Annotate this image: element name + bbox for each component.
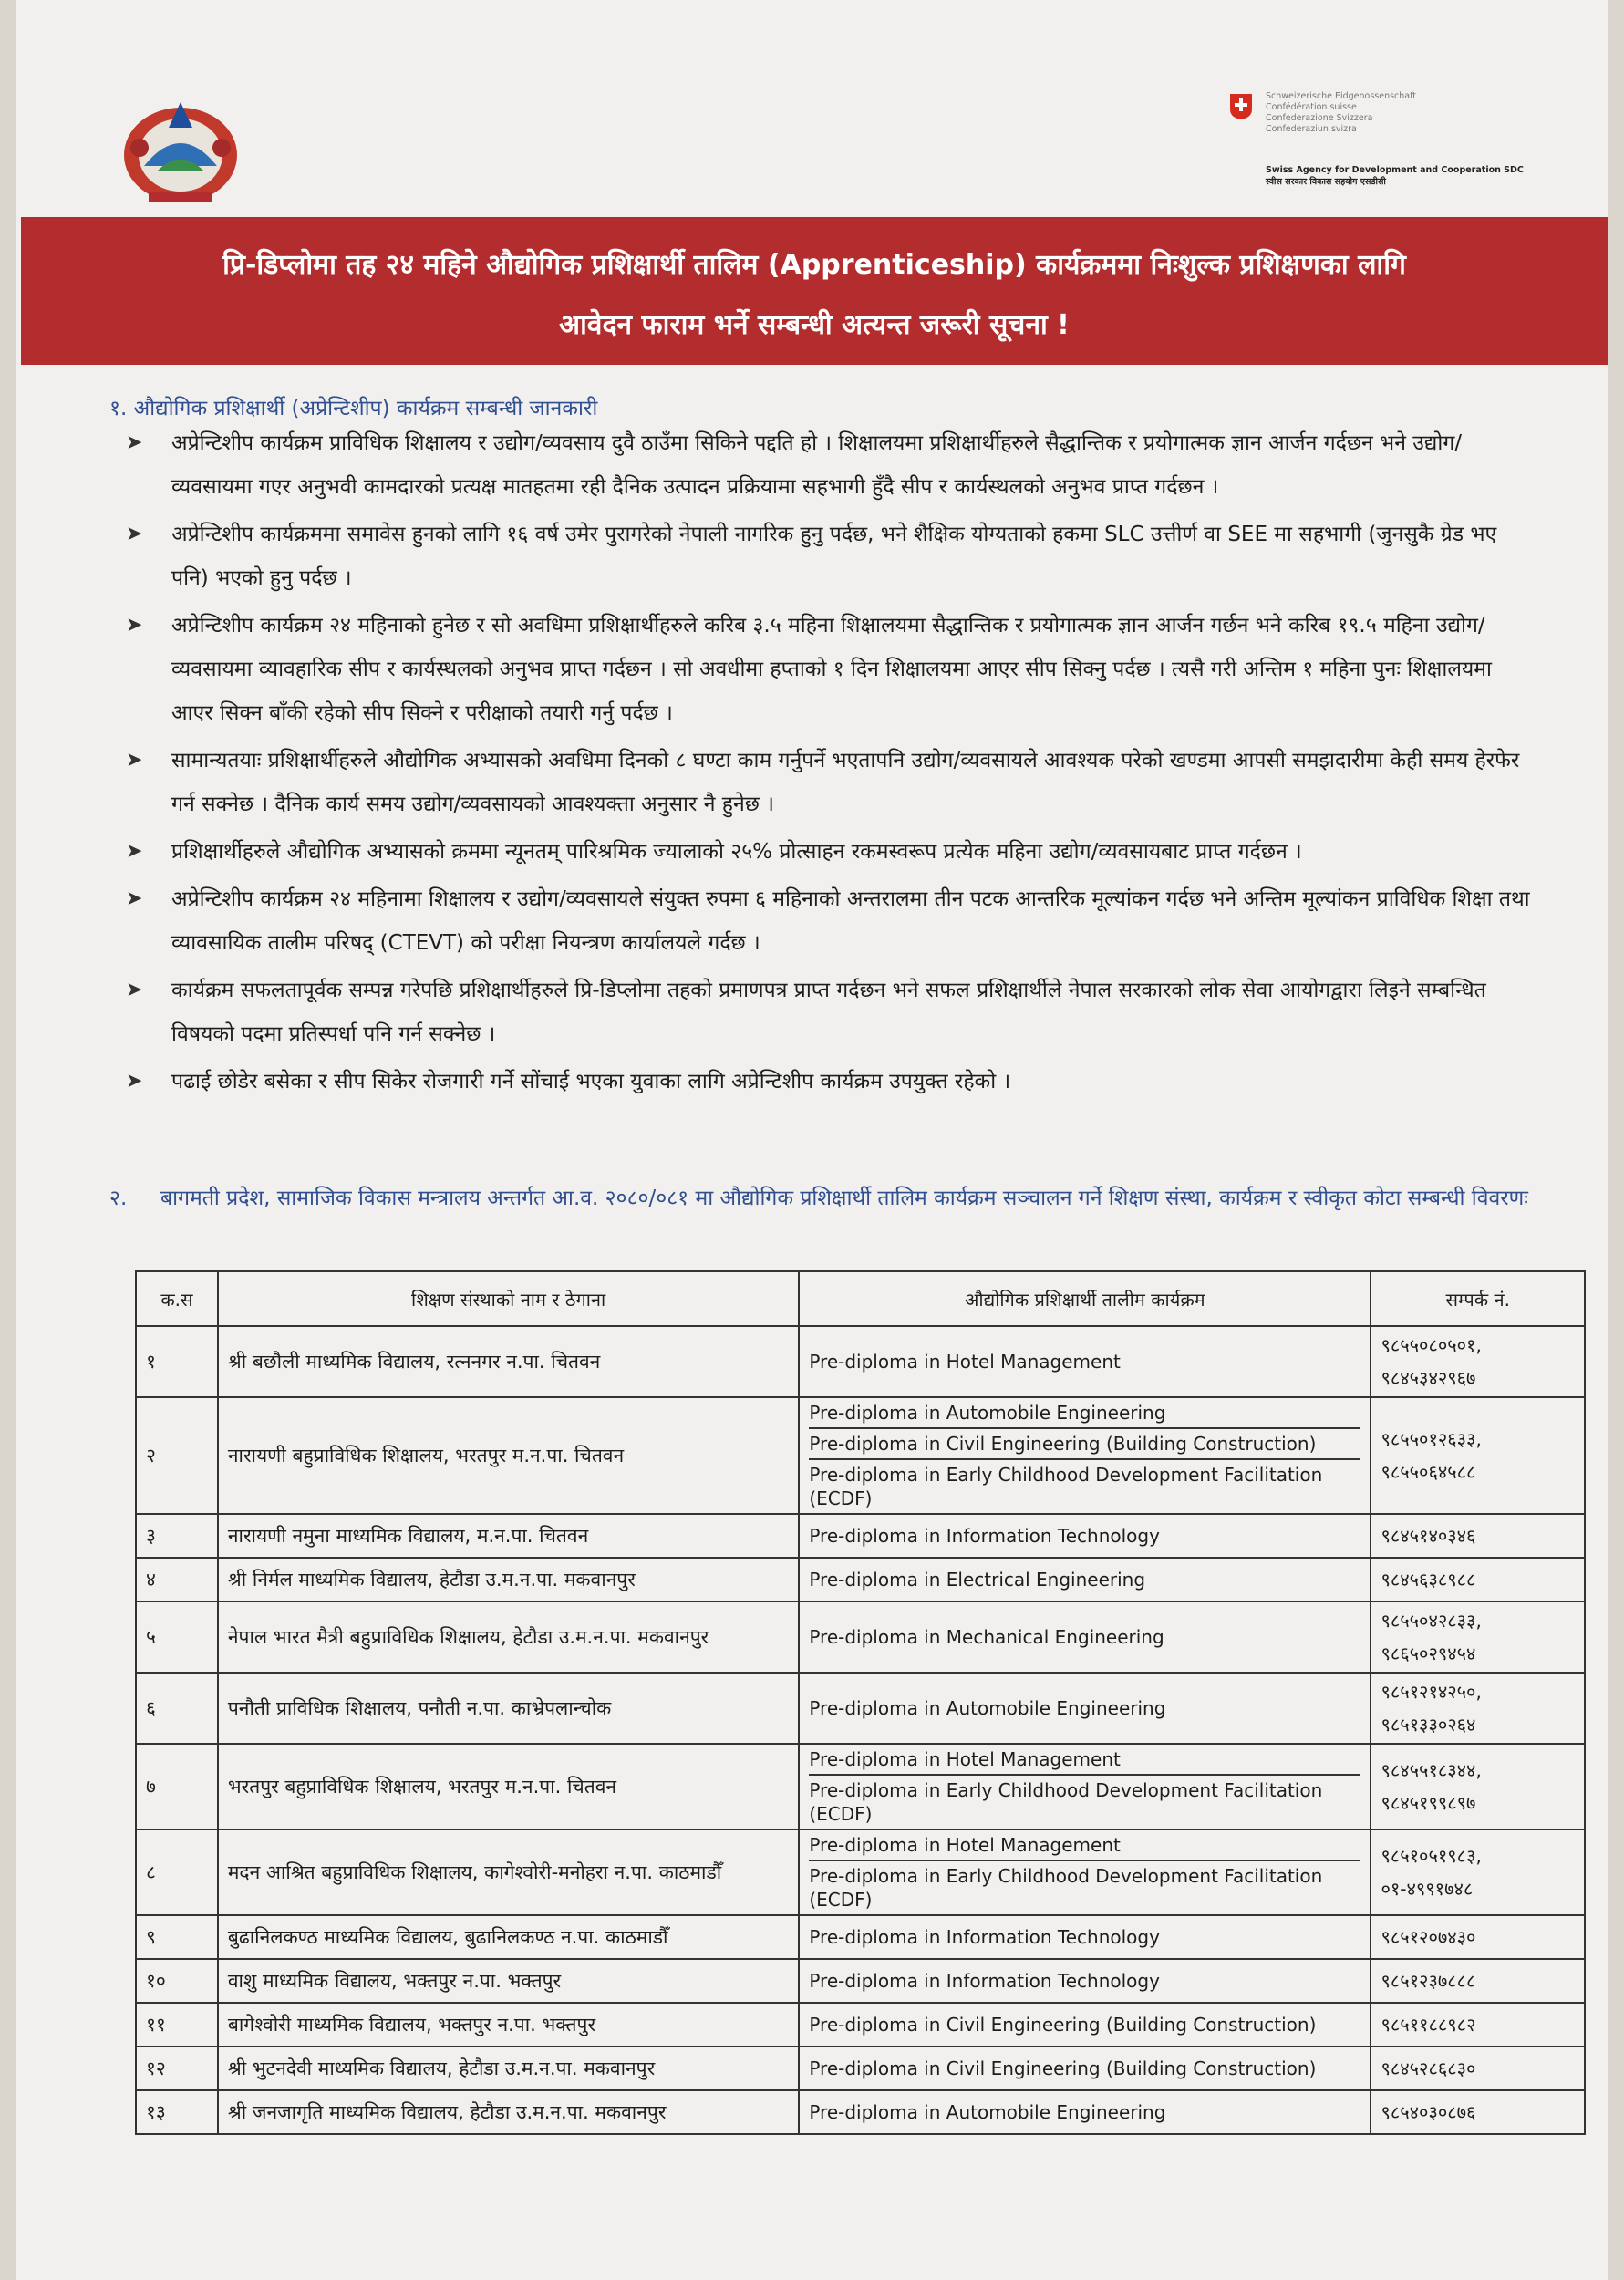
arrowhead-icon: ➤ (126, 523, 143, 545)
sdc-name (1266, 164, 1524, 188)
arrowhead-icon: ➤ (126, 840, 143, 863)
table-row (136, 1829, 1585, 1915)
arrowhead-icon: ➤ (126, 979, 143, 1001)
arrowhead-icon: ➤ (126, 614, 143, 637)
row-institution: बागेश्वोरी माध्यमिक विद्यालय, भक्तपुर न.पा. भक्तपुर (218, 2003, 799, 2047)
row-contact: ९८४५६३८९८८ (1371, 1558, 1585, 1601)
row-programs (799, 1673, 1371, 1744)
row-institution: वाशु माध्यमिक विद्यालय, भक्तपुर न.पा. भक्तपुर (218, 1959, 799, 2003)
program-item: Pre-diploma in Hotel Management (809, 1834, 1121, 1856)
row-programs (799, 2047, 1371, 2090)
row-contact: ९८४५२८६८३० (1371, 2047, 1585, 2090)
bullet-text: अप्रेन्टिशीप कार्यक्रम २४ महिनाको हुनेछ र सो अवधिमा प्रशिक्षार्थीहरुले करिब ३.५ महिना शिक्षालयमा सैद्धान्तिक र प्रयोगात्मक ज्ञान आर्जन गर्छन भने करिब १९.५ महिना उद्योग/व्यवसायमा व्यावहारिक सीप र कार्यस्थलको अनुभव प्राप्त गर्दछन । सो अवधीमा हप्ताको १ दिन शिक्षालयमा आएर सीप सिक्नु पर्दछ । त्यसै गरी अन्तिम १ महिना पुनः शिक्षालयमा आएर सिक्न बाँकी रहेको सीप सिक्ने र परीक्षाको तयारी गर्नु पर्दछ । (171, 614, 1492, 725)
table-row (136, 2090, 1585, 2134)
row-serial: ११ (136, 2003, 218, 2047)
program-item: Pre-diploma in Hotel Management (809, 1748, 1121, 1770)
institution-table (135, 1270, 1586, 2135)
row-serial: १ (136, 1326, 218, 1397)
arrowhead-icon: ➤ (126, 1070, 143, 1093)
row-serial: १२ (136, 2047, 218, 2090)
table-row (136, 1744, 1585, 1829)
row-serial: ६ (136, 1673, 218, 1744)
program-item: Pre-diploma in Early Childhood Development Facilitation (ECDF) (809, 1860, 1360, 1914)
row-programs (799, 1514, 1371, 1558)
row-contact: ९८५११८८९८२ (1371, 2003, 1585, 2047)
program-item: Pre-diploma in Information Technology (809, 1970, 1160, 1992)
row-institution: भरतपुर बहुप्राविधिक शिक्षालय, भरतपुर म.न.पा. चितवन (218, 1744, 799, 1829)
program-item: Pre-diploma in Mechanical Engineering (809, 1626, 1164, 1648)
bullet-text: पढाई छोडेर बसेका र सीप सिकेर रोजगारी गर्ने सोंचाई भएका युवाका लागि अप्रेन्टिशीप कार्यक्रम उपयुक्त रहेको । (171, 1070, 1011, 1093)
row-institution: नेपाल भारत मैत्री बहुप्राविधिक शिक्षालय, हेटौडा उ.म.न.पा. मकवानपुर (218, 1601, 799, 1673)
cf-line-4: Confederaziun svizra (1266, 124, 1357, 134)
bullet-text: अप्रेन्टिशीप कार्यक्रममा समावेस हुनको लागि १६ वर्ष उमेर पुरागरेको नेपाली नागरिक हुनु पर्दछ, भने शैक्षिक योग्यताको हकमा SLC उत्तीर्ण वा SEE मा सहभागी (जुनसुकै ग्रेड भए पनि) भएको हुनु पर्दछ । (171, 523, 1497, 590)
bullet-text: अप्रेन्टिशीप कार्यक्रम २४ महिनामा शिक्षालय र उद्योग/व्यवसायले संयुक्त रुपमा ६ महिनाको अन्तरालमा तीन पटक आन्तरिक मूल्यांकन गर्दछ भने अन्तिम मूल्यांकन प्राविधिक शिक्षा तथा व्यावसायिक तालीम परिषद् (CTEVT) को परीक्षा नियन्त्रण कार्यालयले गर्दछ । (171, 887, 1530, 955)
table-row (136, 1959, 1585, 2003)
table-body (136, 1326, 1585, 2134)
row-programs (799, 1829, 1371, 1915)
notice-page (16, 0, 1608, 2280)
cf-line-3: Confederazione Svizzera (1266, 113, 1373, 123)
header-program: औद्योगिक प्रशिक्षार्थी तालीम कार्यक्रम (799, 1271, 1371, 1326)
row-institution: मदन आश्रित बहुप्राविधिक शिक्षालय, कागेश्वोरी-मनोहरा न.पा. काठमाडौँ (218, 1829, 799, 1915)
section2-heading (109, 1176, 1568, 1220)
bullet-text: अप्रेन्टिशीप कार्यक्रम प्राविधिक शिक्षालय र उद्योग/व्यवसाय दुवै ठाउँमा सिकिने पद्दति हो । शिक्षालयमा प्रशिक्षार्थीहरुले सैद्धान्तिक र प्रयोगात्मक ज्ञान आर्जन गर्दछन भने उद्योग/व्यवसायमा गएर अनुभवी कामदारको प्रत्यक्ष मातहतमा रही दैनिक उत्पादन प्रक्रियामा सहभागी हुँदै सीप र कार्यस्थलको अनुभव प्राप्त गर्दछन । (171, 431, 1463, 499)
row-serial: ७ (136, 1744, 218, 1829)
row-serial: ३ (136, 1514, 218, 1558)
table-row (136, 1514, 1585, 1558)
row-contact: ९८४५१४०३४६ (1371, 1514, 1585, 1558)
row-institution: श्री निर्मल माध्यमिक विद्यालय, हेटौडा उ.म.न.पा. मकवानपुर (218, 1558, 799, 1601)
row-contact: ९८५५०१२६३३, ९८५५०६४५८८ (1371, 1397, 1585, 1514)
table-header-row (136, 1271, 1585, 1326)
program-item: Pre-diploma in Civil Engineering (Building Construction) (809, 2057, 1317, 2079)
bullet-item (126, 604, 1530, 735)
cf-line-2: Confédération suisse (1266, 102, 1357, 112)
header-institution: शिक्षण संस्थाको नाम र ठेगाना (218, 1271, 799, 1326)
bullet-item (126, 421, 1530, 509)
section2-number: २. (109, 1187, 128, 1210)
title-line-2: आवेदन फाराम भर्ने सम्बन्धी अत्यन्त जरूरी सूचना ! (559, 309, 1070, 341)
program-item: Pre-diploma in Information Technology (809, 1926, 1160, 1948)
bullet-item (126, 1060, 1530, 1104)
header-contact: सम्पर्क नं. (1371, 1271, 1585, 1326)
header-sn: क.स (136, 1271, 218, 1326)
bullet-item (126, 739, 1530, 826)
bullet-text: सामान्यतयाः प्रशिक्षार्थीहरुले औद्योगिक अभ्यासको अवधिमा दिनको ८ घण्टा काम गर्नुपर्ने भएतापनि उद्योग/व्यवसायले आवश्यक परेको खण्डमा आपसी समझदारीमा केही समय हेरफेर गर्न सक्नेछ । दैनिक कार्य समय उद्योग/व्यवसायको आवश्यक्ता अनुसार नै हुनेछ । (171, 749, 1520, 816)
nepal-emblem-icon (112, 84, 249, 212)
title-line-1: प्रि-डिप्लोमा तह २४ महिने औद्योगिक प्रशिक्षार्थी तालिम (Apprenticeship) कार्यक्रममा निःशुल्क प्रशिक्षणका लागि (222, 249, 1406, 281)
row-contact: ९८५४०३०८७६ (1371, 2090, 1585, 2134)
row-serial: ९ (136, 1915, 218, 1959)
table-row (136, 1915, 1585, 1959)
title-banner (21, 217, 1608, 365)
arrowhead-icon: ➤ (126, 749, 143, 772)
row-institution: नारायणी बहुप्राविधिक शिक्षालय, भरतपुर म.न.पा. चितवन (218, 1397, 799, 1514)
program-item: Pre-diploma in Hotel Management (809, 1351, 1121, 1373)
row-programs (799, 1397, 1371, 1514)
sdc-line-1: Swiss Agency for Development and Cooperation SDC (1266, 165, 1524, 175)
row-institution: पनौती प्राविधिक शिक्षालय, पनौती न.पा. काभ्रेपलान्चोक (218, 1673, 799, 1744)
row-contact: ९८५१२०७४३० (1371, 1915, 1585, 1959)
program-item: Pre-diploma in Early Childhood Development Facilitation (ECDF) (809, 1774, 1360, 1829)
row-contact: ९८५१०५१९८३, ०१-४९९१७४८ (1371, 1829, 1585, 1915)
bullet-item (126, 830, 1530, 874)
row-programs (799, 2090, 1371, 2134)
row-contact: ९८५५०४२८३३, ९८६५०२९४५४ (1371, 1601, 1585, 1673)
row-serial: २ (136, 1397, 218, 1514)
program-item: Pre-diploma in Electrical Engineering (809, 1569, 1146, 1591)
table-row (136, 2003, 1585, 2047)
bullet-item (126, 969, 1530, 1056)
row-institution: नारायणी नमुना माध्यमिक विद्यालय, म.न.पा. चितवन (218, 1514, 799, 1558)
program-item: Pre-diploma in Information Technology (809, 1525, 1160, 1547)
table-row (136, 1601, 1585, 1673)
row-serial: ५ (136, 1601, 218, 1673)
row-serial: १३ (136, 2090, 218, 2134)
arrowhead-icon: ➤ (126, 887, 143, 910)
bullet-item (126, 877, 1530, 965)
row-contact: ९८५५०८०५०१, ९८४५३४२९६७ (1371, 1326, 1585, 1397)
program-item: Pre-diploma in Automobile Engineering (809, 1697, 1166, 1719)
program-item: Pre-diploma in Automobile Engineering (809, 1402, 1166, 1424)
program-item: Pre-diploma in Civil Engineering (Building Construction) (809, 2014, 1317, 2036)
section1-heading: १. औद्योगिक प्रशिक्षार्थी (अप्रेन्टिशीप) कार्यक्रम सम्बन्धी जानकारी (109, 397, 598, 420)
section2-text: बागमती प्रदेश, सामाजिक विकास मन्त्रालय अन्तर्गत आ.व. २०८०/०८१ मा औद्योगिक प्रशिक्षार्थी तालिम कार्यक्रम सञ्चालन गर्ने शिक्षण संस्था, कार्यक्रम र स्वीकृत कोटा सम्बन्धी विवरणः (160, 1187, 1528, 1210)
row-contact: ९८४५५१८३४४, ९८४५१९९८९७ (1371, 1744, 1585, 1829)
bullet-text: कार्यक्रम सफलतापूर्वक सम्पन्न गरेपछि प्रशिक्षार्थीहरुले प्रि-डिप्लोमा तहको प्रमाणपत्र प्राप्त गर्दछन भने सफल प्रशिक्षार्थीले नेपाल सरकारको लोक सेवा आयोगद्वारा लिइने सम्बन्धित विषयको पदमा प्रतिस्पर्धा पनि गर्न सक्नेछ । (171, 979, 1486, 1046)
row-serial: ८ (136, 1829, 218, 1915)
swiss-sdc-logo (1229, 91, 1530, 201)
table-row (136, 1397, 1585, 1514)
confederation-names (1266, 91, 1416, 135)
swiss-flag-icon (1229, 93, 1253, 120)
program-item: Pre-diploma in Early Childhood Development Facilitation (ECDF) (809, 1458, 1360, 1513)
table-row (136, 1673, 1585, 1744)
row-serial: ४ (136, 1558, 218, 1601)
row-institution: श्री बछौली माध्यमिक विद्यालय, रत्ननगर न.पा. चितवन (218, 1326, 799, 1397)
row-programs (799, 1558, 1371, 1601)
row-contact: ९८५१२३७८८८ (1371, 1959, 1585, 2003)
sdc-line-2: स्वीस सरकार विकास सहयोग एसडीसी (1266, 177, 1386, 187)
arrowhead-icon: ➤ (126, 431, 143, 454)
row-programs (799, 1744, 1371, 1829)
row-programs (799, 1326, 1371, 1397)
row-programs (799, 1915, 1371, 1959)
program-item: Pre-diploma in Civil Engineering (Building Construction) (809, 1427, 1360, 1458)
row-institution: बुढानिलकण्ठ माध्यमिक विद्यालय, बुढानिलकण्ठ न.पा. काठमाडौँ (218, 1915, 799, 1959)
table-row (136, 2047, 1585, 2090)
table-row (136, 1558, 1585, 1601)
row-institution: श्री जनजागृति माध्यमिक विद्यालय, हेटौडा उ.म.न.पा. मकवानपुर (218, 2090, 799, 2134)
row-programs (799, 2003, 1371, 2047)
bullet-item (126, 513, 1530, 600)
section1-bullet-list (126, 421, 1530, 1107)
cf-line-1: Schweizerische Eidgenossenschaft (1266, 91, 1417, 101)
row-serial: १० (136, 1959, 218, 2003)
row-programs (799, 1959, 1371, 2003)
row-programs (799, 1601, 1371, 1673)
row-contact: ९८५१२१४२५०, ९८५१३३०२६४ (1371, 1673, 1585, 1744)
table-row (136, 1326, 1585, 1397)
bullet-text: प्रशिक्षार्थीहरुले औद्योगिक अभ्यासको क्रममा न्यूनतम् पारिश्रमिक ज्यालाको २५% प्रोत्साहन रकमस्वरूप प्रत्येक महिना उद्योग/व्यवसायबाट प्राप्त गर्दछन । (171, 840, 1302, 864)
program-item: Pre-diploma in Automobile Engineering (809, 2101, 1166, 2123)
row-institution: श्री भुटनदेवी माध्यमिक विद्यालय, हेटौडा उ.म.न.पा. मकवानपुर (218, 2047, 799, 2090)
